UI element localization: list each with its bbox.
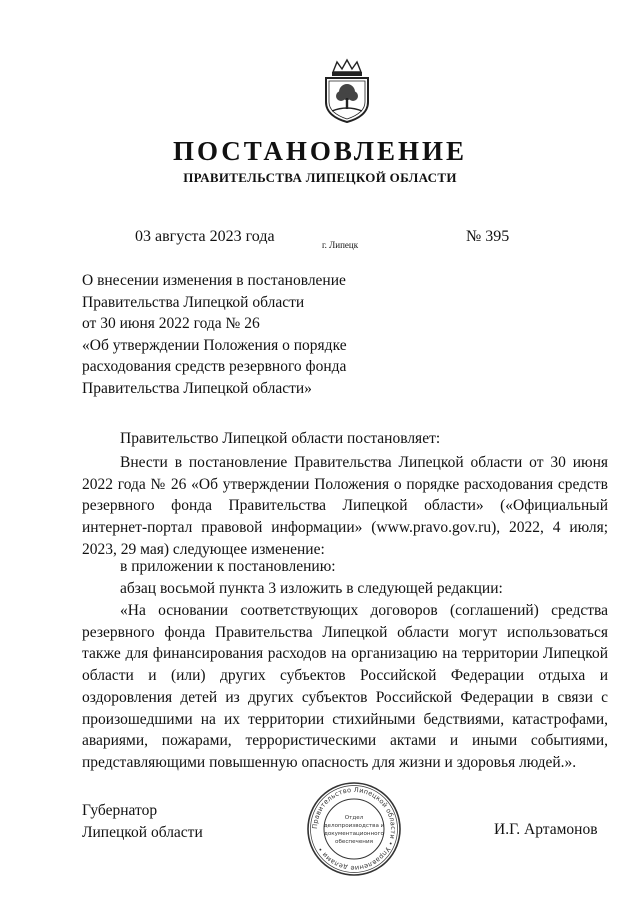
document-subtitle: ПРАВИТЕЛЬСТВА ЛИПЕЦКОЙ ОБЛАСТИ	[183, 170, 457, 185]
main-paragraph: Внести в постановление Правительства Липецкой области от 30 июня 2022 года № 26 «Об утверждении Положения о порядке расходования средств резервного фонда Правительства Липецкой области» («Официальный интернет-портал правовой информации» (www.pravo.gov.ru), 2022, 4 июля; 2023, 29 мая) следующее изменение:	[82, 454, 608, 558]
heading-line: расходования средств резервного фонда	[82, 358, 347, 375]
stamp-ring-text: Правительство Липецкой области • Управление делами •	[310, 785, 398, 873]
paragraph-instruction: абзац восьмой пункта 3 изложить в следующей редакции:	[120, 580, 503, 597]
stamp-center-text: делопроизводства и	[323, 823, 385, 829]
quoted-paragraph: «На основании соответствующих договоров (соглашений) средства резервного фонда Правительства Липецкой области могут использоваться также для финансирования расходов на организацию на территории Липецкой области и (или) других субъектов Российской Федерации отдыха и оздоровления детей из других субъектов Российской Федерации в связи с произошедшими на их территории стихийными бедствиями, катастрофами, авариями, пожарами, террористическими актами и иными событиями, представляющими повышенную опасность для жизни и здоровья людей.».	[82, 602, 608, 771]
intro-paragraph: Правительство Липецкой области постановляет:	[120, 430, 441, 447]
document-heading	[82, 270, 347, 399]
signer-position-line: Липецкой области	[82, 824, 203, 841]
coat-of-arms-emblem	[320, 58, 374, 124]
signer-position-line: Губернатор	[82, 802, 158, 819]
heading-line: Правительства Липецкой области»	[82, 379, 312, 397]
heading-line: О внесении изменения в постановление	[82, 272, 346, 289]
stamp-center-text: Отдел	[344, 815, 364, 821]
signer-name: И.Г. Артамонов	[494, 821, 598, 838]
heading-line: от 30 июня 2022 года № 26	[82, 315, 260, 332]
heading-line: Правительства Липецкой области	[82, 293, 305, 311]
stamp-center-text: обеспечения	[335, 839, 373, 845]
appendix-paragraph: в приложении к постановлению:	[120, 558, 336, 575]
document-title: ПОСТАНОВЛЕНИЕ	[172, 136, 468, 166]
document-city: г. Липецк	[322, 240, 359, 250]
document-number: № 395	[466, 228, 510, 245]
official-stamp	[306, 781, 402, 877]
heading-line: «Об утверждении Положения о порядке	[82, 336, 347, 354]
stamp-center-text: документационного	[324, 831, 384, 837]
signer-position	[82, 800, 203, 844]
document-date: 03 августа 2023 года	[135, 228, 275, 245]
